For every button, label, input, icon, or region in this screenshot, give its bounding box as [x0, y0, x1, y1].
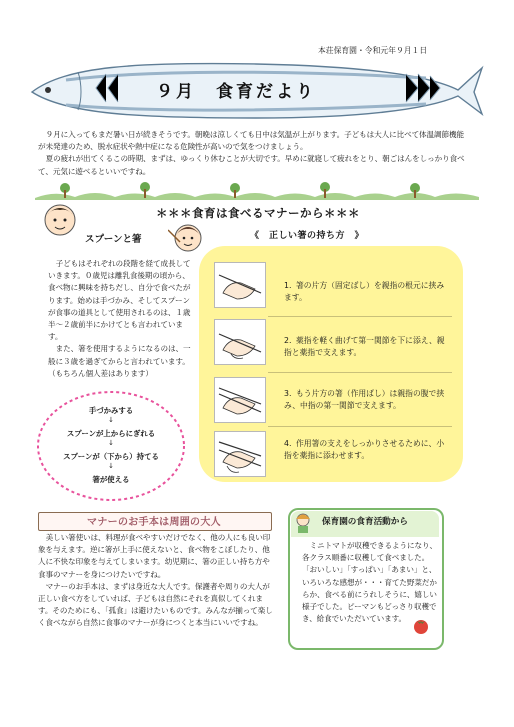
step-number: 4. [284, 439, 292, 448]
grass-trees-border-icon [35, 180, 479, 200]
section-title: ＊＊＊食育は食べるマナーから＊＊＊ [156, 206, 360, 220]
arrow-icon: ↓ [108, 439, 114, 447]
step-item: 手づかみする [88, 406, 134, 415]
issue-date: 本荘保育園・令和元年９月１日 [318, 46, 428, 55]
divider [268, 316, 452, 317]
hand-holding-chopsticks-icon [214, 431, 266, 477]
manners-title: マナーのお手本は周囲の大人 [87, 517, 221, 528]
manners-text [38, 532, 276, 630]
intro-paragraph: 夏の疲れが出てくるこの時期、まずは、ゆっくり休むことが大切です。早めに就寝して疲れをとり、朝ごはんをしっかり食べて、元気に遊べるといいですね。 [38, 154, 465, 176]
child-gardening-icon [292, 512, 314, 534]
chopsticks-step-4 [284, 438, 446, 462]
step-item: スプーンが上からにぎれる [66, 429, 156, 438]
step-number: 2. [284, 336, 292, 345]
boy-eating-icon [40, 200, 80, 240]
newsletter-title: ９月 食育だより [156, 82, 316, 102]
chopsticks-step-3 [284, 388, 446, 412]
step-item: 箸が使える [92, 475, 130, 484]
arrow-icon: ↓ [108, 416, 114, 424]
spoon-section-title: スプーンと箸 [85, 234, 142, 245]
activities-paragraph: ミニトマトが収穫できるようになり、各クラス順番に収穫して食べました。「おいしい」「すっぱい」「あまい」と、いろいろな感想が・・・育てた野菜だからか、食べる前にうれしそうに、嬉しい様子でした。ピーマンもどっさり収穫でき、給食でいただいています。 [302, 541, 437, 624]
activities-text [302, 540, 438, 625]
step-number: 3. [284, 389, 292, 398]
chopsticks-step-1 [284, 280, 446, 304]
spoon-paragraph: また、箸を使用するようになるのは、一般に３歳を過ぎてからと言われています。（もちろん個人差はあります） [48, 344, 191, 378]
divider [268, 426, 452, 427]
step-text: 薬指を軽く曲げて第一関節を下に添え、親指と薬指で支えます。 [284, 336, 445, 357]
chopsticks-step-2 [284, 335, 446, 359]
chopsticks-section-title: 《 正しい箸の持ち方 》 [250, 231, 365, 241]
activities-title: 保育園の食育活動から [322, 517, 408, 527]
spoon-paragraph: 子どもはそれぞれの段階を経て成長していきます。０歳児は離乳食後期の頃から、食べ物に興味を持ちだし、自分で食べたがります。始めは手づかみ、そしてスプーンが食事の道具として使用されるのは、１歳半～２歳前半にかけてとも言われています。 [48, 259, 191, 342]
intro-text [38, 129, 470, 178]
manners-paragraph: マナーのお手本は、まずは身近な大人です。保護者や周りの大人が正しい食べ方をしていれば、子どもは自然にそれを真似してくれます。そのためにも、「孤食」は避けたいものです。みんなが揃って楽しく食べながら自然に食事のマナーが身につくと本当にいいですね。 [38, 581, 273, 628]
step-text: 作用箸の支えをしっかりさせるために、小指を薬指に添わせます。 [284, 439, 445, 460]
step-number: 1. [284, 281, 292, 290]
step-item: スプーンが（下から）持てる [63, 452, 159, 461]
hand-holding-chopsticks-icon [214, 377, 266, 423]
hand-holding-chopsticks-icon [214, 262, 266, 308]
step-text: 箸の片方（固定ばし）を親指の根元に挟みます。 [284, 281, 445, 302]
divider [268, 372, 452, 373]
arrow-icon: ↓ [108, 462, 114, 470]
intro-paragraph: ９月に入ってもまだ暑い日が続きそうです。朝晩は涼しくても日中は気温が上がります。子どもは大人に比べて体温調節機能が未発達のため、脱水症状や熱中症になる危険性が高いので気をつけましょう。 [38, 130, 465, 152]
tomato-icon [412, 617, 430, 635]
hand-holding-chopsticks-icon [214, 319, 266, 365]
step-text: もう片方の箸（作用ばし）は親指の腹で挟み、中指の第一関節で支えます。 [284, 389, 445, 410]
manners-paragraph: 美しい箸使いは、料理が食べやすいだけでなく、他の人にも良い印象を与えます。逆に箸が上手に使えないと、食べ物をこぼしたり、他人に不快な印象を与えてしまいます。幼児期に、箸の正しい持ち方や食事のマナーを身につけたいですね。 [38, 533, 271, 579]
spoon-text [48, 258, 196, 380]
girl-eating-icon [168, 220, 206, 256]
